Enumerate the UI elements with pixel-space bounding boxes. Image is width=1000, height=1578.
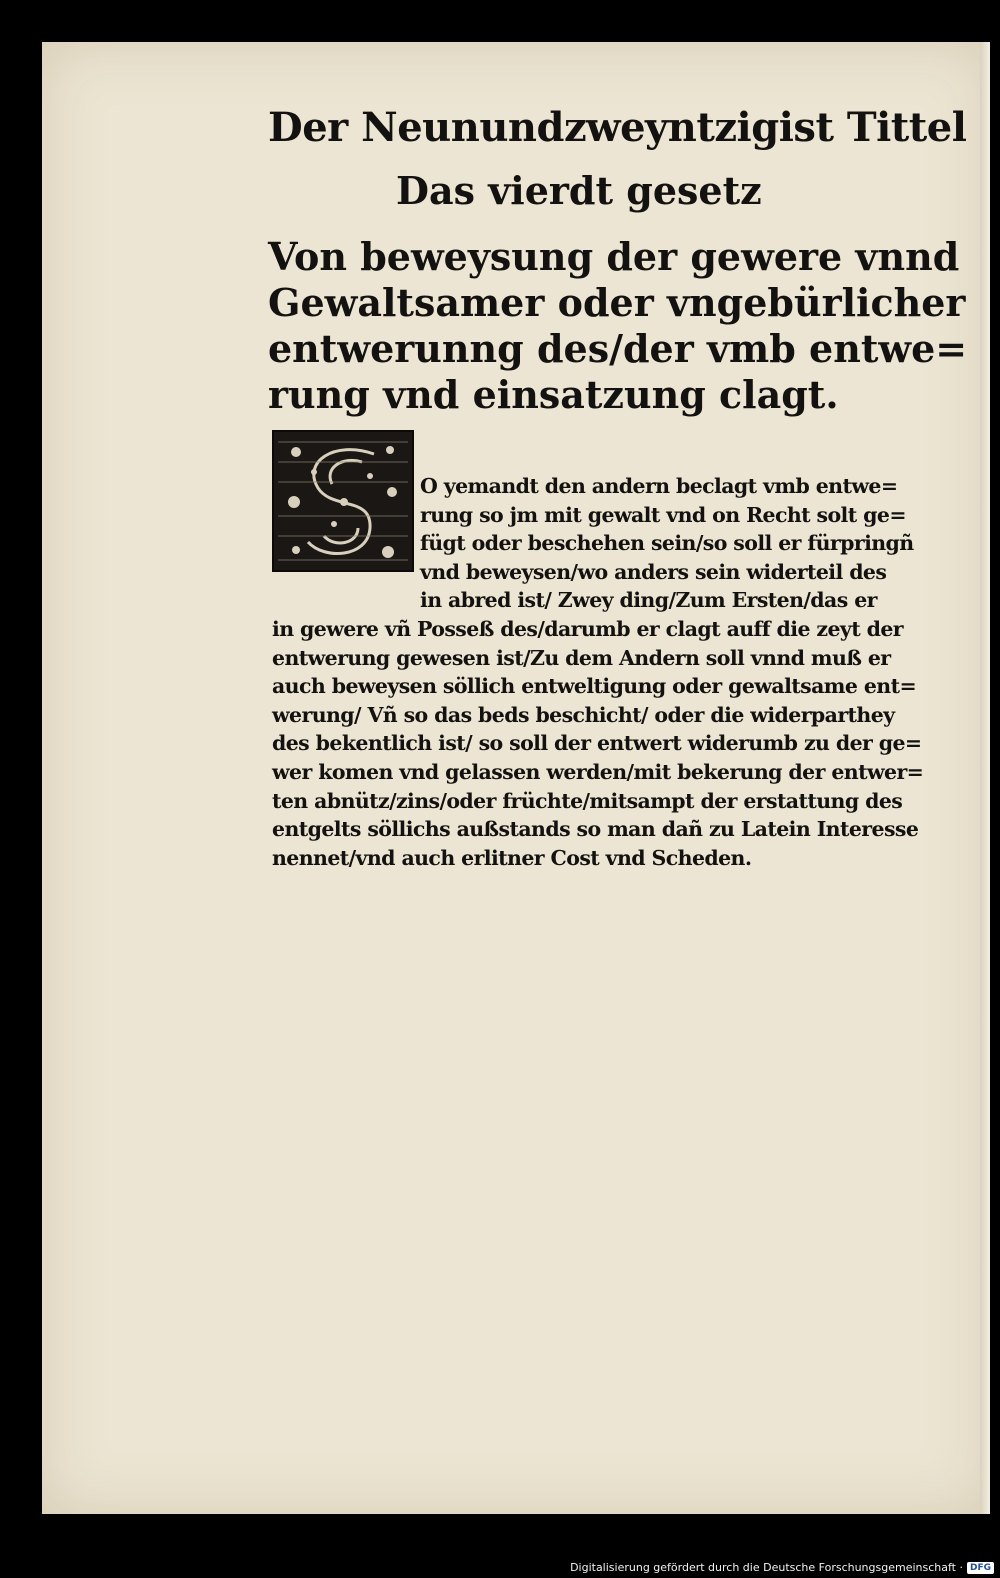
body-line: in abred ist/ Zwey ding/Zum Ersten/das er [420,588,877,613]
heading-line: Gewaltsamer oder vngebürlicher [268,280,966,325]
body-line: vnd beweysen/wo anders sein widerteil des [420,559,887,584]
dfg-logo-icon: DFG [967,1562,994,1574]
section-heading [268,234,968,418]
book-page [42,42,990,1514]
page-title: Der Neunundzweyntzigist Tittel [268,104,967,151]
body-line: ten abnütz/zins/oder früchte/mitsampt der erstattung des [272,788,903,813]
body-line: entgelts söllichs außstands so man dañ zu Latein Interesse [272,817,919,842]
body-line: nennet/vnd auch erlitner Cost vnd Scheden. [272,845,752,870]
body-line: werung/ Vñ so das beds beschicht/ oder die widerparthey [272,702,895,727]
page-edge [980,42,990,1514]
body-line: entwerung gewesen ist/Zu dem Andern soll vnnd muß er [272,645,891,670]
body-line: wer komen vnd gelassen werden/mit bekerung der entwer= [272,759,924,784]
credit-text: Digitalisierung gefördert durch die Deutsche Forschungsgemeinschaft · [570,1561,963,1574]
body-line: O yemandt den andern beclagt vmb entwe= [420,474,898,498]
body-line: des bekentlich ist/ so soll der entwert widerumb zu der ge= [272,731,922,756]
digitization-credit [570,1561,994,1574]
body-line: rung so jm mit gewalt vnd on Recht solt ge= [420,502,906,527]
body-paragraph [272,472,924,872]
page-subtitle: Das vierdt gesetz [396,168,762,213]
body-line: fügt oder beschehen sein/so soll er fürpringñ [420,531,914,556]
heading-line: entwerunng des/der vmb entwe= [268,326,968,371]
heading-line: Von beweysung der gewere vnnd [268,234,960,279]
body-line: in gewere vñ Posseß des/darumb er clagt auff die zeyt der [272,616,904,641]
body-line: auch beweysen söllich entweltigung oder gewaltsame ent= [272,674,917,699]
heading-line: rung vnd einsatzung clagt. [268,372,839,417]
